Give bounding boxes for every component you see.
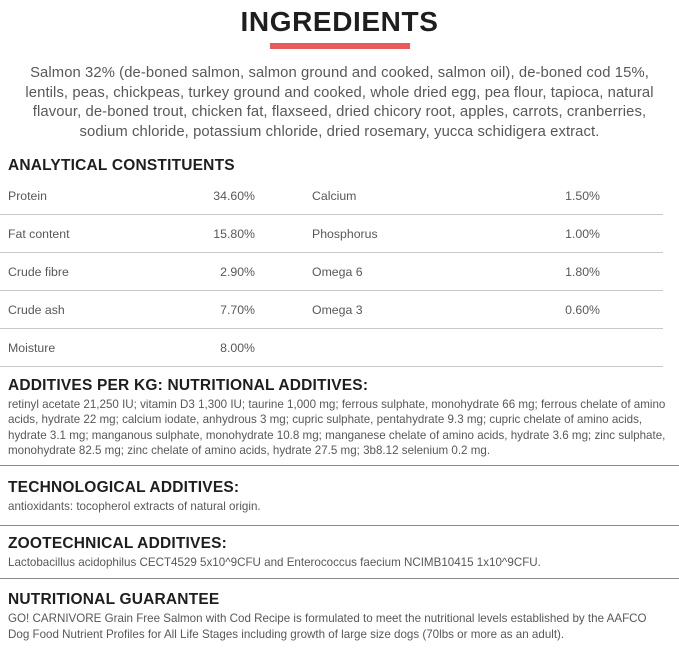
constituent-value: 0.60% <box>565 302 600 317</box>
table-cell <box>0 227 255 241</box>
constituent-label: Omega 6 <box>312 264 363 279</box>
table-cell <box>0 303 255 317</box>
table-row <box>0 329 663 367</box>
section-divider <box>0 578 679 579</box>
title-underline <box>270 43 410 49</box>
table-cell <box>312 227 600 241</box>
constituent-label: Moisture <box>8 340 56 355</box>
technological-additives-heading: TECHNOLOGICAL ADDITIVES: <box>8 478 240 496</box>
ingredients-paragraph: Salmon 32% (de-boned salmon, salmon ground and cooked, salmon oil), de-boned cod 15%, lentils, peas, chickpeas, turkey ground and cooked, whole dried egg, pea flour, tapioca, natural flavour, de-boned trout, chicken fat, flaxseed, dried chicory root, apples, carrots, cranberries, sodium chloride, potassium chloride, dried rosemary, yucca schidigera extract. <box>25 65 654 140</box>
section-divider <box>0 465 679 466</box>
constituent-label: Protein <box>8 188 47 203</box>
constituent-value: 1.80% <box>565 264 600 279</box>
section-divider <box>0 525 679 526</box>
constituent-label: Omega 3 <box>312 302 363 317</box>
constituent-value: 7.70% <box>220 302 255 317</box>
zootechnical-additives-text: Lactobacillus acidophilus CECT4529 5x10^9CFU and Enterococcus faecium NCIMB10415 1x10^9CFU. <box>8 556 541 570</box>
table-cell <box>0 265 255 279</box>
zootechnical-additives-heading: ZOOTECHNICAL ADDITIVES: <box>8 535 228 553</box>
constituent-label: Fat content <box>8 226 70 241</box>
constituent-value: 1.00% <box>565 226 600 241</box>
constituent-label: Crude fibre <box>8 264 69 279</box>
constituent-value: 8.00% <box>220 340 255 355</box>
table-cell <box>312 265 600 279</box>
table-row <box>0 215 663 253</box>
table-cell <box>0 189 255 203</box>
analytical-table <box>0 177 663 367</box>
ingredients-panel <box>0 6 679 664</box>
table-row <box>0 253 663 291</box>
constituent-value: 15.80% <box>213 226 255 241</box>
constituent-value: 34.60% <box>213 188 255 203</box>
table-cell <box>0 341 255 355</box>
constituent-label: Phosphorus <box>312 226 378 241</box>
constituent-value: 1.50% <box>565 188 600 203</box>
nutritional-additives-text: retinyl acetate 21,250 IU; vitamin D3 1,300 IU; taurine 1,000 mg; ferrous sulphate, monohydrate 66 mg; ferrous chelate of amino acids, hydrate 22 mg; calcium iodate, anhydrous 3 mg; cupric sulphate, pentahydrate 9.3 mg; cupric chelate of amino acids, hydrate 3.1 mg; manganous sulphate, monohydrate 10.8 mg; manganese chelate of amino acids, hydrate 3.6 mg; zinc sulphate, monohydrate 82.5 mg; zinc chelate of amino acids, hydrate 27.5 mg; 3b8.12 selenium 0.2 mg. <box>8 398 666 458</box>
analytical-constituents-heading: ANALYTICAL CONSTITUENTS <box>8 157 235 174</box>
table-row <box>0 177 663 215</box>
nutritional-guarantee-heading: NUTRITIONAL GUARANTEE <box>8 591 220 609</box>
constituent-value: 2.90% <box>220 264 255 279</box>
technological-additives-text: antioxidants: tocopherol extracts of natural origin. <box>8 499 261 513</box>
constituent-label: Calcium <box>312 188 357 203</box>
nutritional-guarantee-text: GO! CARNIVORE Grain Free Salmon with Cod Recipe is formulated to meet the nutritional levels established by the AAFCO Dog Food Nutrient Profiles for All Life Stages including growth of large size dogs (70lbs or more as an adult). <box>8 612 647 641</box>
table-cell <box>312 303 600 317</box>
page-title: INGREDIENTS <box>240 6 439 37</box>
nutritional-additives-heading: ADDITIVES PER KG: NUTRITIONAL ADDITIVES: <box>8 377 369 394</box>
table-row <box>0 291 663 329</box>
constituent-label: Crude ash <box>8 302 65 317</box>
table-cell <box>312 189 600 203</box>
